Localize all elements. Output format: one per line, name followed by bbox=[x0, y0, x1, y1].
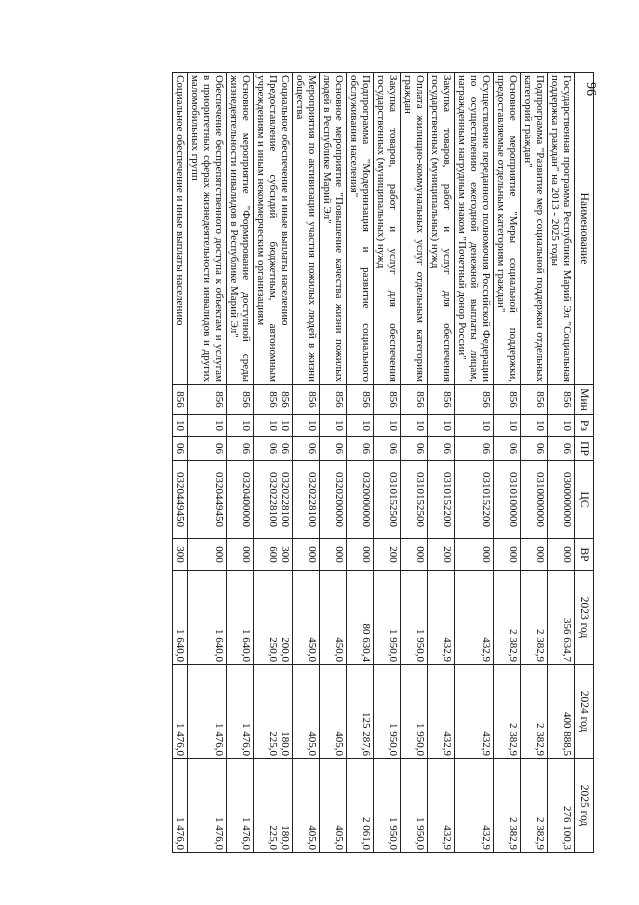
table-row bbox=[254, 73, 293, 853]
cell-2025: 1 476,0 bbox=[227, 759, 254, 853]
cell-min: 856 856 bbox=[254, 385, 293, 415]
table-row bbox=[428, 73, 455, 853]
cell-name: Основное мероприятие "Меры социальной поддержки, предоставляемые отдельным категориям граждан" bbox=[494, 73, 521, 385]
cell-name: Закупка товаров, работ и услуг для обеспечения государственных (муниципальных) нужд bbox=[428, 73, 455, 385]
cell-pr: 06 bbox=[401, 437, 428, 461]
cell-min: 856 bbox=[173, 385, 188, 415]
cell-2025: 405,0 bbox=[320, 759, 347, 853]
cell-vr: 000 bbox=[521, 539, 548, 571]
cell-cs: 0310152500 bbox=[401, 461, 428, 539]
cell-2023: 1 950,0 bbox=[374, 571, 401, 665]
cell-min: 856 bbox=[320, 385, 347, 415]
cell-rz: 10 bbox=[173, 415, 188, 437]
table-row bbox=[548, 73, 575, 853]
cell-cs: 0320228100 bbox=[293, 461, 320, 539]
cell-pr: 06 bbox=[293, 437, 320, 461]
table-header-row bbox=[575, 73, 594, 853]
cell-pr: 06 bbox=[173, 437, 188, 461]
rotated-page-content bbox=[126, 72, 594, 852]
cell-2025: 405,0 bbox=[293, 759, 320, 853]
table-row bbox=[188, 73, 227, 853]
cell-name: Обеспечение беспрепятственного доступа к объектам и услугам в приоритетных сферах жизнедеятельности инвалидов и других маломобильных групп bbox=[188, 73, 227, 385]
cell-2025: 432,9 bbox=[428, 759, 455, 853]
table-row bbox=[293, 73, 320, 853]
cell-cs: 0300000000 bbox=[548, 461, 575, 539]
cell-2025: 1 476,0 bbox=[173, 759, 188, 853]
cell-2024: 432,9 bbox=[455, 665, 494, 759]
cell-min: 856 bbox=[188, 385, 227, 415]
cell-name: Подпрограмма "Модернизация и развитие социального обслуживания населения" bbox=[347, 73, 374, 385]
cell-pr: 06 06 bbox=[254, 437, 293, 461]
cell-cs: 0310000000 bbox=[521, 461, 548, 539]
cell-2025: 2 382,9 bbox=[494, 759, 521, 853]
cell-vr: 000 bbox=[347, 539, 374, 571]
header-2023: 2023 год bbox=[575, 571, 594, 665]
cell-rz: 10 bbox=[521, 415, 548, 437]
cell-2025: 432,9 bbox=[455, 759, 494, 853]
cell-name: Социальное обеспечение и иные выплаты населению Предоставление субсидий бюджетным, автономным учреждениям и иным некоммерческим организациям bbox=[254, 73, 293, 385]
cell-min: 856 bbox=[401, 385, 428, 415]
table-row bbox=[401, 73, 428, 853]
cell-2023: 1 640,0 bbox=[188, 571, 227, 665]
cell-vr: 300 600 bbox=[254, 539, 293, 571]
cell-rz: 10 10 bbox=[254, 415, 293, 437]
cell-vr: 000 bbox=[320, 539, 347, 571]
cell-2024: 405,0 bbox=[320, 665, 347, 759]
cell-name: Мероприятия по активизации участия пожилых людей в жизни общества bbox=[293, 73, 320, 385]
cell-rz: 10 bbox=[428, 415, 455, 437]
cell-2023: 1 950,0 bbox=[401, 571, 428, 665]
cell-name: Основное мероприятие "Формирование доступной среды жизнедеятельности инвалидов в Республике Марий Эл" bbox=[227, 73, 254, 385]
cell-name: Основное мероприятие "Повышение качества жизни пожилых людей в Республике Марий Эл" bbox=[320, 73, 347, 385]
cell-min: 856 bbox=[494, 385, 521, 415]
header-name: Наименование bbox=[575, 73, 594, 385]
cell-cs: 0320200000 bbox=[320, 461, 347, 539]
header-pr: ПР bbox=[575, 437, 594, 461]
cell-cs: 0320228100 0320228100 bbox=[254, 461, 293, 539]
cell-pr: 06 bbox=[347, 437, 374, 461]
cell-2025: 1 950,0 bbox=[374, 759, 401, 853]
cell-2023: 2 382,9 bbox=[494, 571, 521, 665]
header-rz: Рз bbox=[575, 415, 594, 437]
cell-name: Социальное обеспечение и иные выплаты населению bbox=[173, 73, 188, 385]
cell-rz: 10 bbox=[347, 415, 374, 437]
cell-name: Государственная программа Республики Марий Эл "Социальная поддержка граждан" на 2013 - 2025 годы bbox=[548, 73, 575, 385]
cell-rz: 10 bbox=[455, 415, 494, 437]
cell-min: 856 bbox=[521, 385, 548, 415]
cell-name: Оплата жилищно-коммунальных услуг отдельным категориям граждан bbox=[401, 73, 428, 385]
table-row bbox=[521, 73, 548, 853]
cell-2024: 1 476,0 bbox=[227, 665, 254, 759]
cell-2024: 1 476,0 bbox=[173, 665, 188, 759]
cell-min: 856 bbox=[374, 385, 401, 415]
cell-vr: 000 bbox=[293, 539, 320, 571]
cell-2023: 356 634,7 bbox=[548, 571, 575, 665]
cell-rz: 10 bbox=[293, 415, 320, 437]
cell-pr: 06 bbox=[374, 437, 401, 461]
cell-rz: 10 bbox=[227, 415, 254, 437]
cell-min: 856 bbox=[455, 385, 494, 415]
cell-name: Закупка товаров, работ и услуг для обеспечения государственных (муниципальных) нужд bbox=[374, 73, 401, 385]
cell-pr: 06 bbox=[320, 437, 347, 461]
page-number: 96 bbox=[583, 82, 598, 96]
table-row bbox=[173, 73, 188, 853]
header-min: Мин bbox=[575, 385, 594, 415]
cell-vr: 000 bbox=[401, 539, 428, 571]
cell-min: 856 bbox=[293, 385, 320, 415]
cell-vr: 300 bbox=[173, 539, 188, 571]
cell-2025: 276 100,3 bbox=[548, 759, 575, 853]
header-2024: 2024 год bbox=[575, 665, 594, 759]
cell-vr: 000 bbox=[455, 539, 494, 571]
cell-rz: 10 bbox=[374, 415, 401, 437]
cell-pr: 06 bbox=[548, 437, 575, 461]
cell-2024: 400 888,5 bbox=[548, 665, 575, 759]
cell-cs: 0310152200 bbox=[428, 461, 455, 539]
cell-2023: 450,0 bbox=[293, 571, 320, 665]
cell-cs: 0320449450 bbox=[188, 461, 227, 539]
table-row bbox=[455, 73, 494, 853]
cell-cs: 0310100000 bbox=[494, 461, 521, 539]
cell-2024: 405,0 bbox=[293, 665, 320, 759]
cell-pr: 06 bbox=[428, 437, 455, 461]
table-row bbox=[347, 73, 374, 853]
cell-vr: 200 bbox=[428, 539, 455, 571]
header-2025: 2025 год bbox=[575, 759, 594, 853]
cell-2024: 2 382,9 bbox=[521, 665, 548, 759]
cell-name: Подпрограмма "Развитие мер социальной поддержки отдельных категорий граждан" bbox=[521, 73, 548, 385]
cell-rz: 10 bbox=[494, 415, 521, 437]
cell-2024: 1 476,0 bbox=[188, 665, 227, 759]
cell-rz: 10 bbox=[548, 415, 575, 437]
table-row bbox=[374, 73, 401, 853]
table-body bbox=[173, 73, 575, 853]
cell-2024: 180,0 225,0 bbox=[254, 665, 293, 759]
cell-2023: 432,9 bbox=[455, 571, 494, 665]
cell-2025: 2 382,9 bbox=[521, 759, 548, 853]
cell-min: 856 bbox=[428, 385, 455, 415]
cell-2024: 1 950,0 bbox=[401, 665, 428, 759]
cell-2024: 432,9 bbox=[428, 665, 455, 759]
cell-cs: 0310152500 bbox=[374, 461, 401, 539]
cell-2025: 2 061,0 bbox=[347, 759, 374, 853]
cell-2023: 80 630,4 bbox=[347, 571, 374, 665]
cell-2023: 1 640,0 bbox=[227, 571, 254, 665]
cell-pr: 06 bbox=[455, 437, 494, 461]
cell-rz: 10 bbox=[188, 415, 227, 437]
table-row bbox=[320, 73, 347, 853]
header-vr: ВР bbox=[575, 539, 594, 571]
cell-rz: 10 bbox=[401, 415, 428, 437]
cell-2025: 1 476,0 bbox=[188, 759, 227, 853]
cell-name: Осуществление переданного полномочия Российской Федерации по осуществлению ежегодной денежной выплаты лицам, награжденным нагрудным знаком "Почетный донор России" bbox=[455, 73, 494, 385]
cell-2025: 1 950,0 bbox=[401, 759, 428, 853]
cell-min: 856 bbox=[548, 385, 575, 415]
cell-2023: 2 382,9 bbox=[521, 571, 548, 665]
cell-cs: 0320400000 bbox=[227, 461, 254, 539]
table-row bbox=[494, 73, 521, 853]
cell-cs: 0320449450 bbox=[173, 461, 188, 539]
cell-pr: 06 bbox=[227, 437, 254, 461]
cell-2024: 2 382,9 bbox=[494, 665, 521, 759]
cell-2024: 1 950,0 bbox=[374, 665, 401, 759]
cell-2023: 432,9 bbox=[428, 571, 455, 665]
cell-2025: 180,0 225,0 bbox=[254, 759, 293, 853]
table-row bbox=[227, 73, 254, 853]
cell-vr: 000 bbox=[494, 539, 521, 571]
cell-pr: 06 bbox=[521, 437, 548, 461]
header-cs: ЦС bbox=[575, 461, 594, 539]
cell-pr: 06 bbox=[188, 437, 227, 461]
cell-2023: 450,0 bbox=[320, 571, 347, 665]
cell-vr: 200 bbox=[374, 539, 401, 571]
cell-pr: 06 bbox=[494, 437, 521, 461]
cell-rz: 10 bbox=[320, 415, 347, 437]
cell-vr: 000 bbox=[548, 539, 575, 571]
cell-min: 856 bbox=[227, 385, 254, 415]
cell-cs: 0320000000 bbox=[347, 461, 374, 539]
budget-table bbox=[172, 72, 594, 853]
cell-2024: 125 287,6 bbox=[347, 665, 374, 759]
cell-2023: 1 640,0 bbox=[173, 571, 188, 665]
cell-min: 856 bbox=[347, 385, 374, 415]
cell-2023: 200,0 250,0 bbox=[254, 571, 293, 665]
cell-cs: 0310152200 bbox=[455, 461, 494, 539]
cell-vr: 000 bbox=[227, 539, 254, 571]
cell-vr: 000 bbox=[188, 539, 227, 571]
